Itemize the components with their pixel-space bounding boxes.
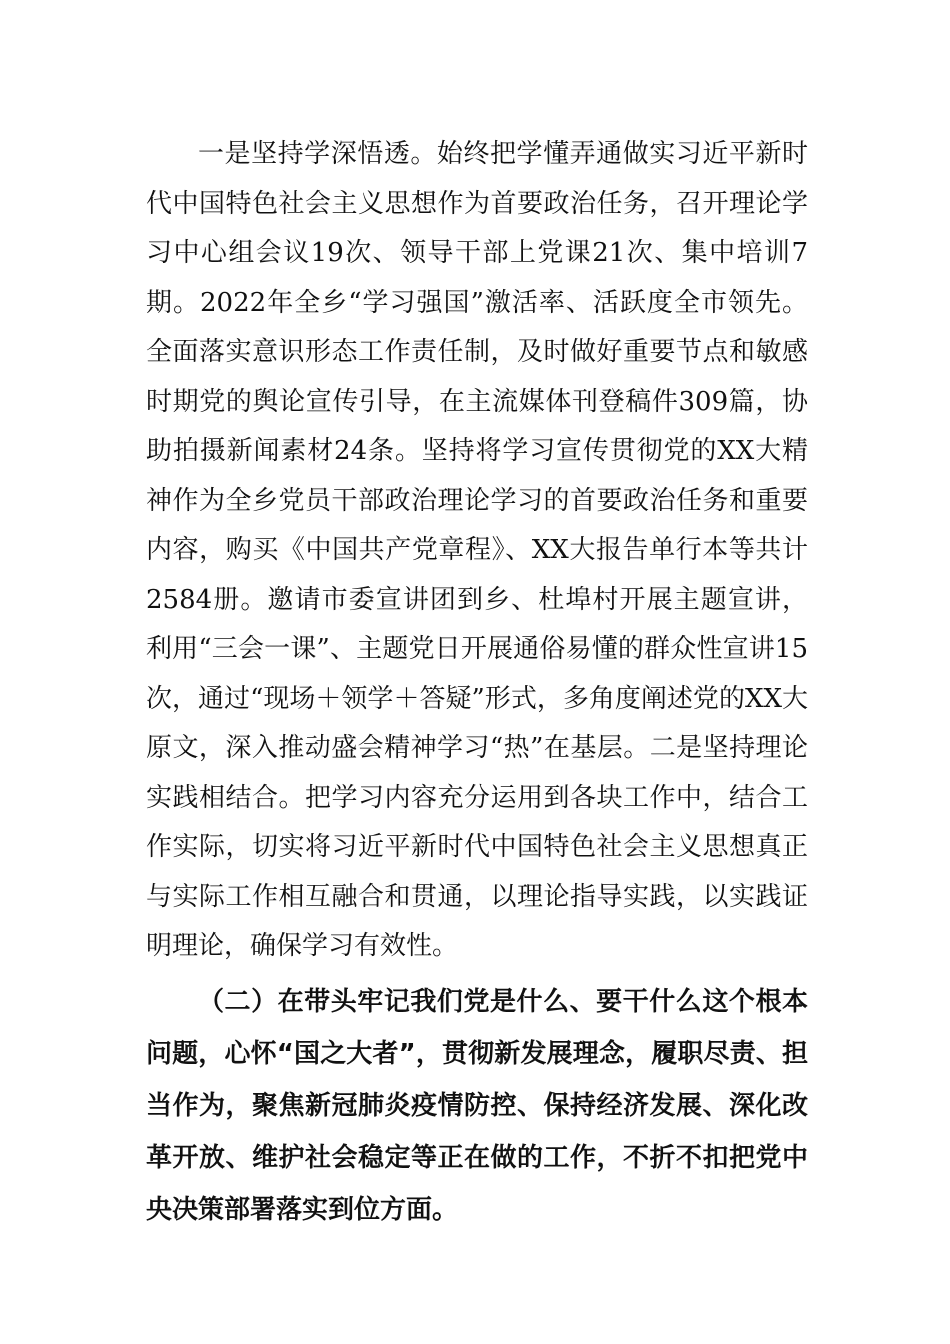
body-paragraph: 一是坚持学深悟透。始终把学懂弄通做实习近平新时代中国特色社会主义思想作为首要政治任务，召开理论学习中心组会议19次、领导干部上党课21次、集中培训7期。2022年全乡“学习强国”激活率、活跃度全市领先。全面落实意识形态工作责任制，及时做好重要节点和敏感时期党的舆论宣传引导，在主流媒体刊登稿件309篇，协助拍摄新闻素材24条。坚持将学习宣传贯彻党的XX大精神作为全乡党员干部政治理论学习的首要政治任务和重要内容，购买《中国共产党章程》、XX大报告单行本等共计2584册。邀请市委宣讲团到乡、杜埠村开展主题宣讲，利用“三会一课”、主题党日开展通俗易懂的群众性宣讲15次，通过“现场＋领学＋答疑”形式，多角度阐述党的XX大原文，深入推动盛会精神学习“热”在基层。二是坚持理论实践相结合。把学习内容充分运用到各块工作中，结合工作实际，切实将习近平新时代中国特色社会主义思想真正与实际工作相互融合和贯通，以理论指导实践，以实践证明理论，确保学习有效性。 — [146, 139, 808, 961]
section-heading-paragraph: （二）在带头牢记我们党是什么、要干什么这个根本问题，心怀“国之大者”，贯彻新发展理念，履职尽责、担当作为，聚焦新冠肺炎疫情防控、保持经济发展、深化改革开放、维护社会稳定等正在做的工作，不折不扣把党中央决策部署落实到位方面。 — [146, 987, 808, 1225]
